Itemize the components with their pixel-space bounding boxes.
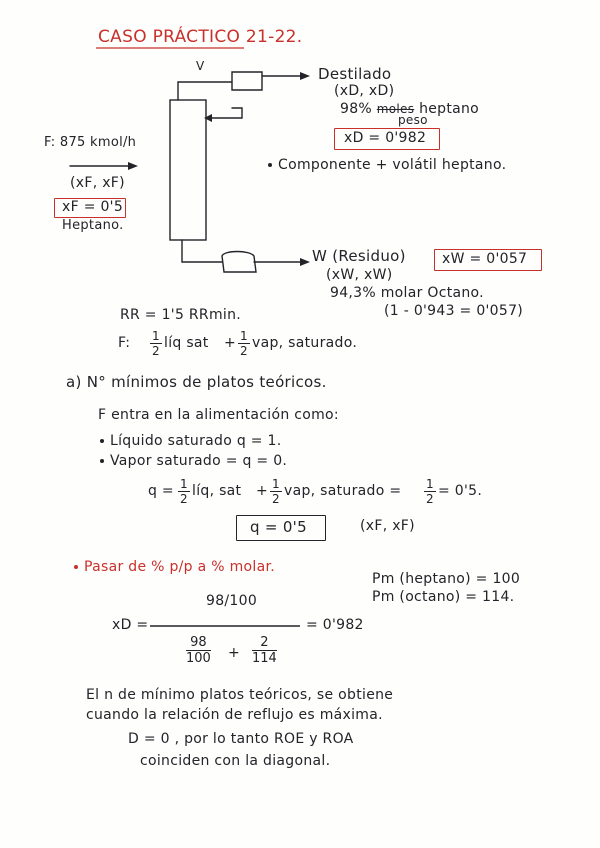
half-fraction [424, 478, 436, 505]
xw-box-text: xW = 0'057 [442, 251, 528, 267]
volatile-note [268, 158, 506, 173]
pm-heptano: Pm (heptano) = 100 [372, 571, 521, 587]
feed-entry-note: F entra en la alimentación como: [98, 407, 339, 423]
residuo-pct: 94,3% molar Octano. [330, 285, 484, 301]
distillate-arrowhead [300, 72, 310, 80]
fraction-num: 98 [186, 636, 211, 651]
feed-plus: + [224, 335, 237, 351]
volatile-note-text: Componente + volátil heptano. [278, 157, 507, 173]
fraction-98-100 [186, 636, 211, 665]
xw-calc: (1 - 0'943 = 0'057) [384, 303, 524, 319]
feed-component: Heptano. [62, 218, 124, 233]
q-result: = 0'5. [438, 483, 483, 499]
distillation-column [170, 100, 206, 240]
fraction-2-114 [252, 636, 277, 665]
xd-box-text: xD = 0'982 [344, 130, 427, 146]
feed-arrowhead [128, 162, 138, 170]
half-num: 1 [272, 477, 280, 491]
destilado-coords: (xD, xD) [334, 83, 395, 99]
destilado-struck: moles [376, 102, 415, 116]
destilado-pct: 98% [340, 101, 373, 117]
bullet-dot [74, 565, 78, 569]
page-title: CASO PRÁCTICO 21-22. [98, 27, 303, 47]
feed-liq: líq sat [164, 335, 209, 351]
half-den: 2 [152, 344, 160, 358]
q-liq: líq, sat [192, 483, 242, 499]
destilado-comp: heptano [419, 101, 480, 117]
q-vap: vap, saturado = [284, 483, 402, 499]
bullet-liquid-text: Líquido saturado q = 1. [110, 433, 282, 449]
half-fraction [238, 330, 250, 357]
half-den: 2 [180, 492, 188, 506]
destilado-peso: peso [398, 113, 428, 127]
destilado-label: Destilado [318, 65, 392, 83]
q-coords: (xF, xF) [360, 518, 415, 534]
reflux-line [212, 108, 242, 118]
conclusion-line-2: cuando la relación de reflujo es máxima. [86, 707, 383, 723]
feed-vap: vap, saturado. [252, 335, 358, 351]
bullet-dot [268, 163, 272, 167]
half-den: 2 [240, 344, 248, 358]
conversion-heading [74, 560, 275, 575]
q-plus: + [256, 483, 269, 499]
bullet-dot [100, 459, 104, 463]
top-vapor-line [178, 82, 232, 100]
q-box-text: q = 0'5 [250, 518, 307, 536]
fraction-den: 100 [186, 651, 211, 666]
half-fraction [270, 478, 282, 505]
feed-prefix: F: [118, 335, 131, 351]
half-den: 2 [426, 492, 434, 506]
conversion-heading-text: Pasar de % p/p a % molar. [84, 559, 275, 575]
half-fraction [178, 478, 190, 505]
xf-box-text: xF = 0'5 [62, 199, 124, 215]
conclusion-line-1: El n de mínimo platos teóricos, se obtiene [86, 687, 394, 703]
half-den: 2 [272, 492, 280, 506]
conclusion-line-4: coinciden con la diagonal. [140, 753, 331, 769]
reflux-arrowhead [204, 114, 212, 122]
half-fraction [150, 330, 162, 357]
feed-label: F: 875 kmol/h [44, 135, 137, 150]
half-num: 1 [152, 329, 160, 343]
valve-label: V [196, 59, 205, 73]
bottom-line [182, 240, 222, 262]
xd-top-numerator: 98/100 [206, 593, 258, 609]
rr-line: RR = 1'5 RRmin. [120, 307, 242, 323]
reboiler [222, 252, 256, 273]
xd-lhs: xD = [112, 617, 149, 633]
fraction-plus: + [228, 645, 241, 661]
condenser [232, 72, 262, 90]
q-lhs: q = [148, 483, 174, 499]
conclusion-line-3: D = 0 , por lo tanto ROE y ROA [128, 731, 354, 747]
half-num: 1 [180, 477, 188, 491]
residuo-coords: (xW, xW) [326, 267, 393, 283]
bullet-vapor-text: Vapor saturado = q = 0. [110, 453, 288, 469]
section-a-heading: a) N° mínimos de platos teóricos. [66, 373, 327, 391]
half-num: 1 [426, 477, 434, 491]
fraction-num: 2 [252, 636, 277, 651]
half-num: 1 [240, 329, 248, 343]
pm-octano: Pm (octano) = 114. [372, 589, 515, 605]
residue-arrowhead [300, 258, 310, 266]
fraction-den: 114 [252, 651, 277, 666]
feed-coords: (xF, xF) [70, 175, 125, 191]
bullet-dot [100, 439, 104, 443]
residuo-label: W (Residuo) [312, 247, 406, 265]
xd-result: = 0'982 [306, 617, 364, 633]
bullet-vapor [100, 454, 287, 469]
bullet-liquid [100, 434, 282, 449]
